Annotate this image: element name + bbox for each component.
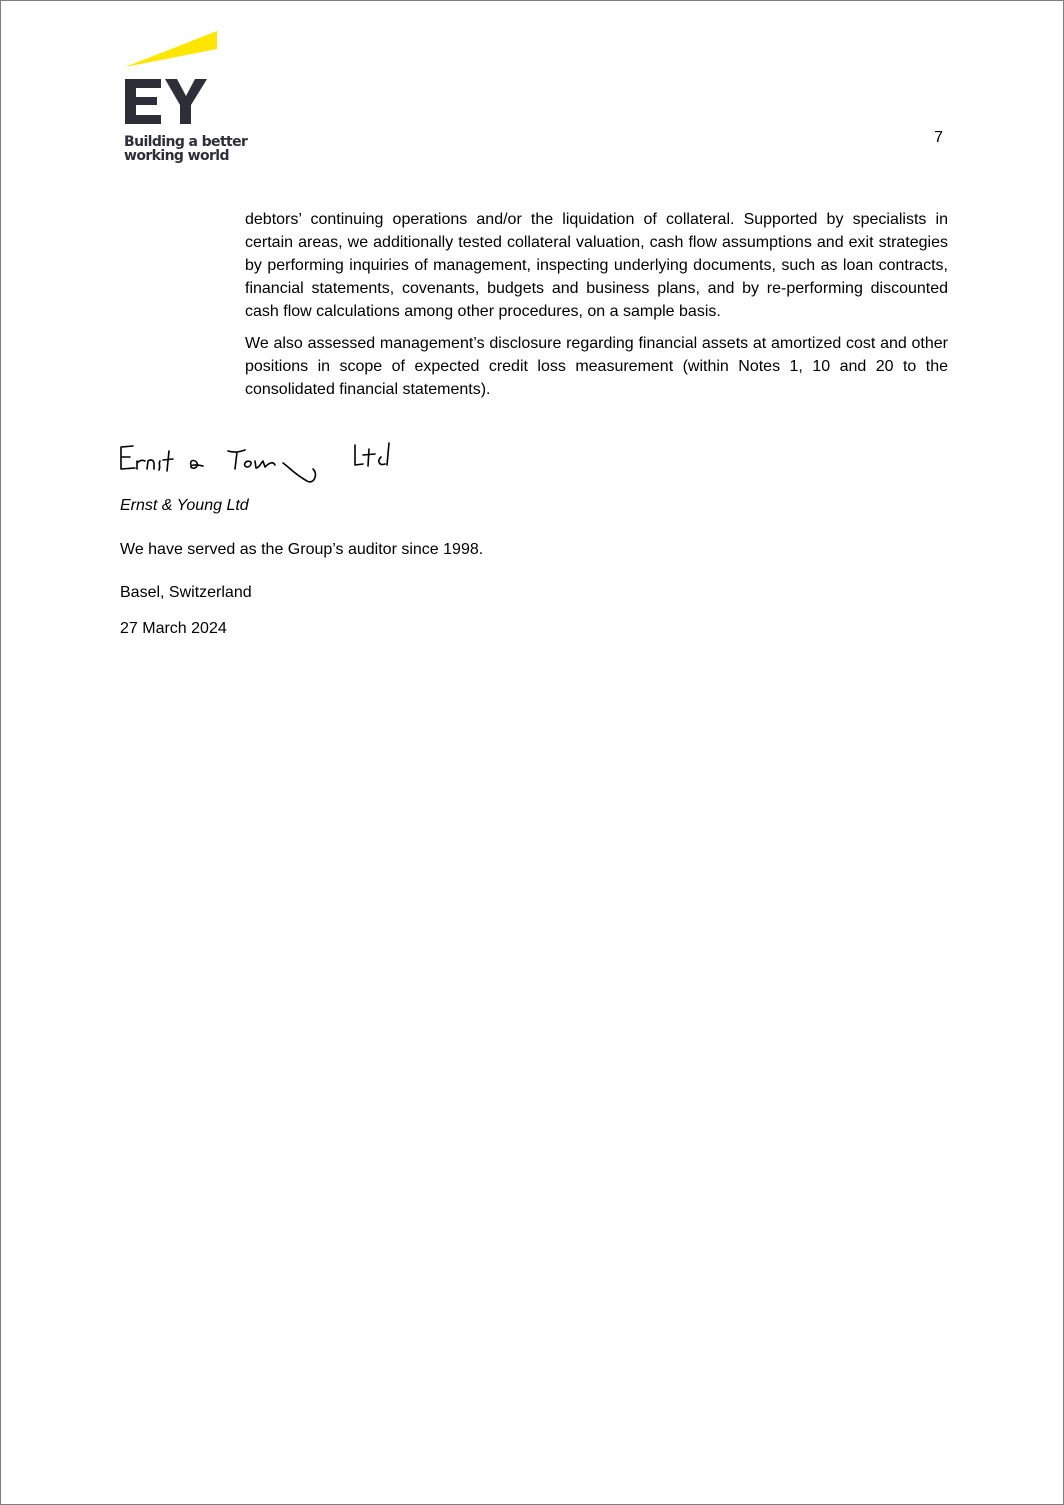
signer-name: Ernst & Young Ltd: [120, 497, 249, 514]
auditor-tenure-statement: We have served as the Group’s auditor since 1998.: [120, 541, 484, 558]
ey-logo-letter-y: [165, 79, 207, 124]
ey-logo-tagline-line2: working world: [124, 148, 229, 164]
ey-logo-letter-e: [125, 79, 161, 124]
body-text: [245, 208, 948, 410]
ey-logo-tagline-line1: Building a better: [124, 134, 248, 150]
signing-place: Basel, Switzerland: [120, 584, 252, 601]
handwritten-signature: [113, 433, 413, 495]
ey-logo: [123, 31, 253, 171]
signing-date: 27 March 2024: [120, 620, 227, 637]
ey-logo-tagline: [124, 135, 247, 163]
paragraph-procedures: debtors’ continuing operations and/or the liquidation of collateral. Supported by specialists in certain areas, we additionally tested collateral valuation, cash flow assumptions and exit strategies by performing inquiries of management, inspecting underlying documents, such as loan contracts, financial statements, covenants, budgets and business plans, and by re-performing discounted cash flow calculations among other procedures, on a sample basis.: [245, 211, 948, 320]
ey-logo-beam: [125, 31, 217, 67]
ey-logo-mark: [123, 31, 253, 131]
page-number: 7: [934, 129, 943, 146]
paragraph-disclosure: We also assessed management’s disclosure regarding financial assets at amortized cost and other positions in scope of expected credit loss measurement (within Notes 1, 10 and 20 to the consolidated financial statements).: [245, 335, 948, 398]
